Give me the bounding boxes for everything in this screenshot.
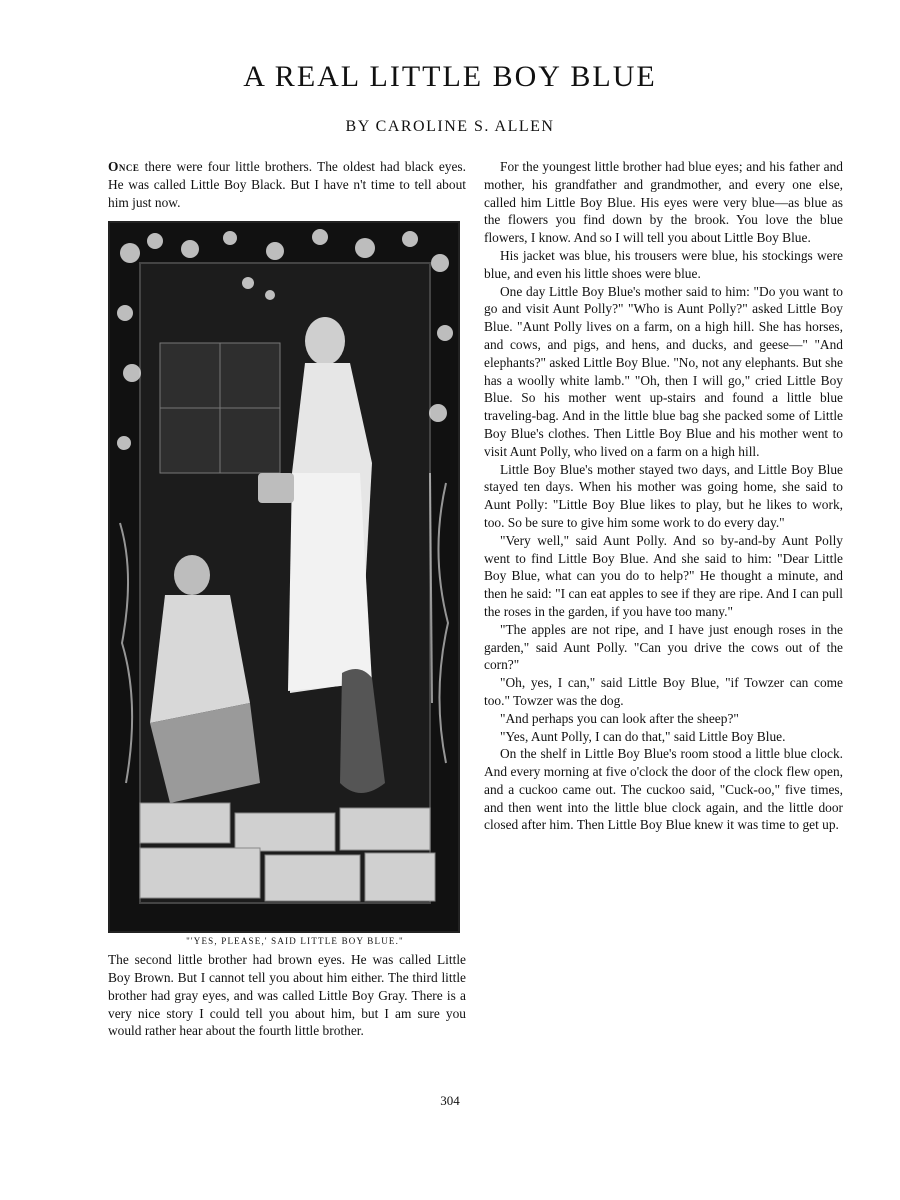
illustration-drawing [110,223,458,931]
right-paragraph: "And perhaps you can look after the sheep?" [500,710,739,726]
opening-drop-word: Once [108,159,140,174]
right-paragraph: Little Boy Blue's mother stayed two days, and Little Boy Blue stayed ten days. When his mother was going home, she said to Aunt Polly: "Little Boy Blue likes to play, but he likes to work, too. So be sure to give him some work to do every day." [484,461,843,530]
left-paragraph: The second little brother had brown eyes. He was called Little Boy Brown. But I cannot tell you about him either. The third little brother had gray eyes, and was called Little Boy Gray. There is a very nice story I could tell you about him, but I am sure you would rather hear about the fourth little brother. [108,952,466,1039]
article-title: A REAL LITTLE BOY BLUE [243,60,657,93]
right-paragraph: His jacket was blue, his trousers were blue, his stockings were blue, and even his little shoes were blue. [484,247,843,281]
opening-paragraph [108,158,466,211]
opening-text: there were four little brothers. The oldest had black eyes. He was called Little Boy Black. But I have n't time to tell about him just now. [108,159,466,210]
figure-caption: "'YES, PLEASE,' SAID LITTLE BOY BLUE." [186,936,404,947]
illustration [108,221,460,933]
right-column [484,158,843,834]
right-paragraph: For the youngest little brother had blue eyes; and his father and mother, his grandfather and grandmother, and every one else, called him Little Boy Blue. His eyes were very blue—as blue as the flowers you find down by the brook. You love the blue flowers, I know. And so I will tell you about Little Boy Blue. [484,159,843,246]
right-paragraph: "Yes, Aunt Polly, I can do that," said Little Boy Blue. [500,728,786,744]
page-number: 304 [440,1093,460,1108]
right-paragraph: "The apples are not ripe, and I have just enough roses in the garden," said Aunt Polly. "Can you drive the cows out of the corn?" [484,621,843,673]
right-paragraph: "Very well," said Aunt Polly. And so by-and-by Aunt Polly went to find Little Boy Blue. And she said to him: "Dear Little Boy Blue, what can you do to help?" He thought a minute, and then he said: "I can eat apples to see if they are ripe. And I can pull the roses in the garden, if you have too many." [484,532,843,619]
left-column [108,158,466,1040]
article-byline: BY CAROLINE S. ALLEN [345,118,555,135]
right-paragraph: One day Little Boy Blue's mother said to him: "Do you want to go and visit Aunt Polly?" "Who is Aunt Polly?" asked Little Boy Blue. "Aunt Polly lives on a farm, on a high hill. She has horses, and cows, and pigs, and hens, and ducks, and geese—" "And elephants?" asked Little Boy Blue. "No, not any elephants. But she has a woolly white lamb." "Oh, then I will go," cried Little Boy Blue. So his mother went up-stairs and found a little blue traveling-bag. And in the little blue bag she packed some of Little Boy Blue's clothes. Then Little Boy Blue and his mother went to visit Aunt Polly, who lived on a farm on a high hill. [484,283,843,459]
right-paragraph: On the shelf in Little Boy Blue's room stood a little blue clock. And every morning at five o'clock the door of the clock flew open, and a cuckoo came out. The cuckoo said, "Cuck-oo," five times, and then went into the little blue clock again, and the little door closed after him. Then Little Boy Blue knew it was time to get up. [484,746,843,833]
right-paragraph: "Oh, yes, I can," said Little Boy Blue, "if Towzer can come too." Towzer was the dog. [484,675,843,708]
